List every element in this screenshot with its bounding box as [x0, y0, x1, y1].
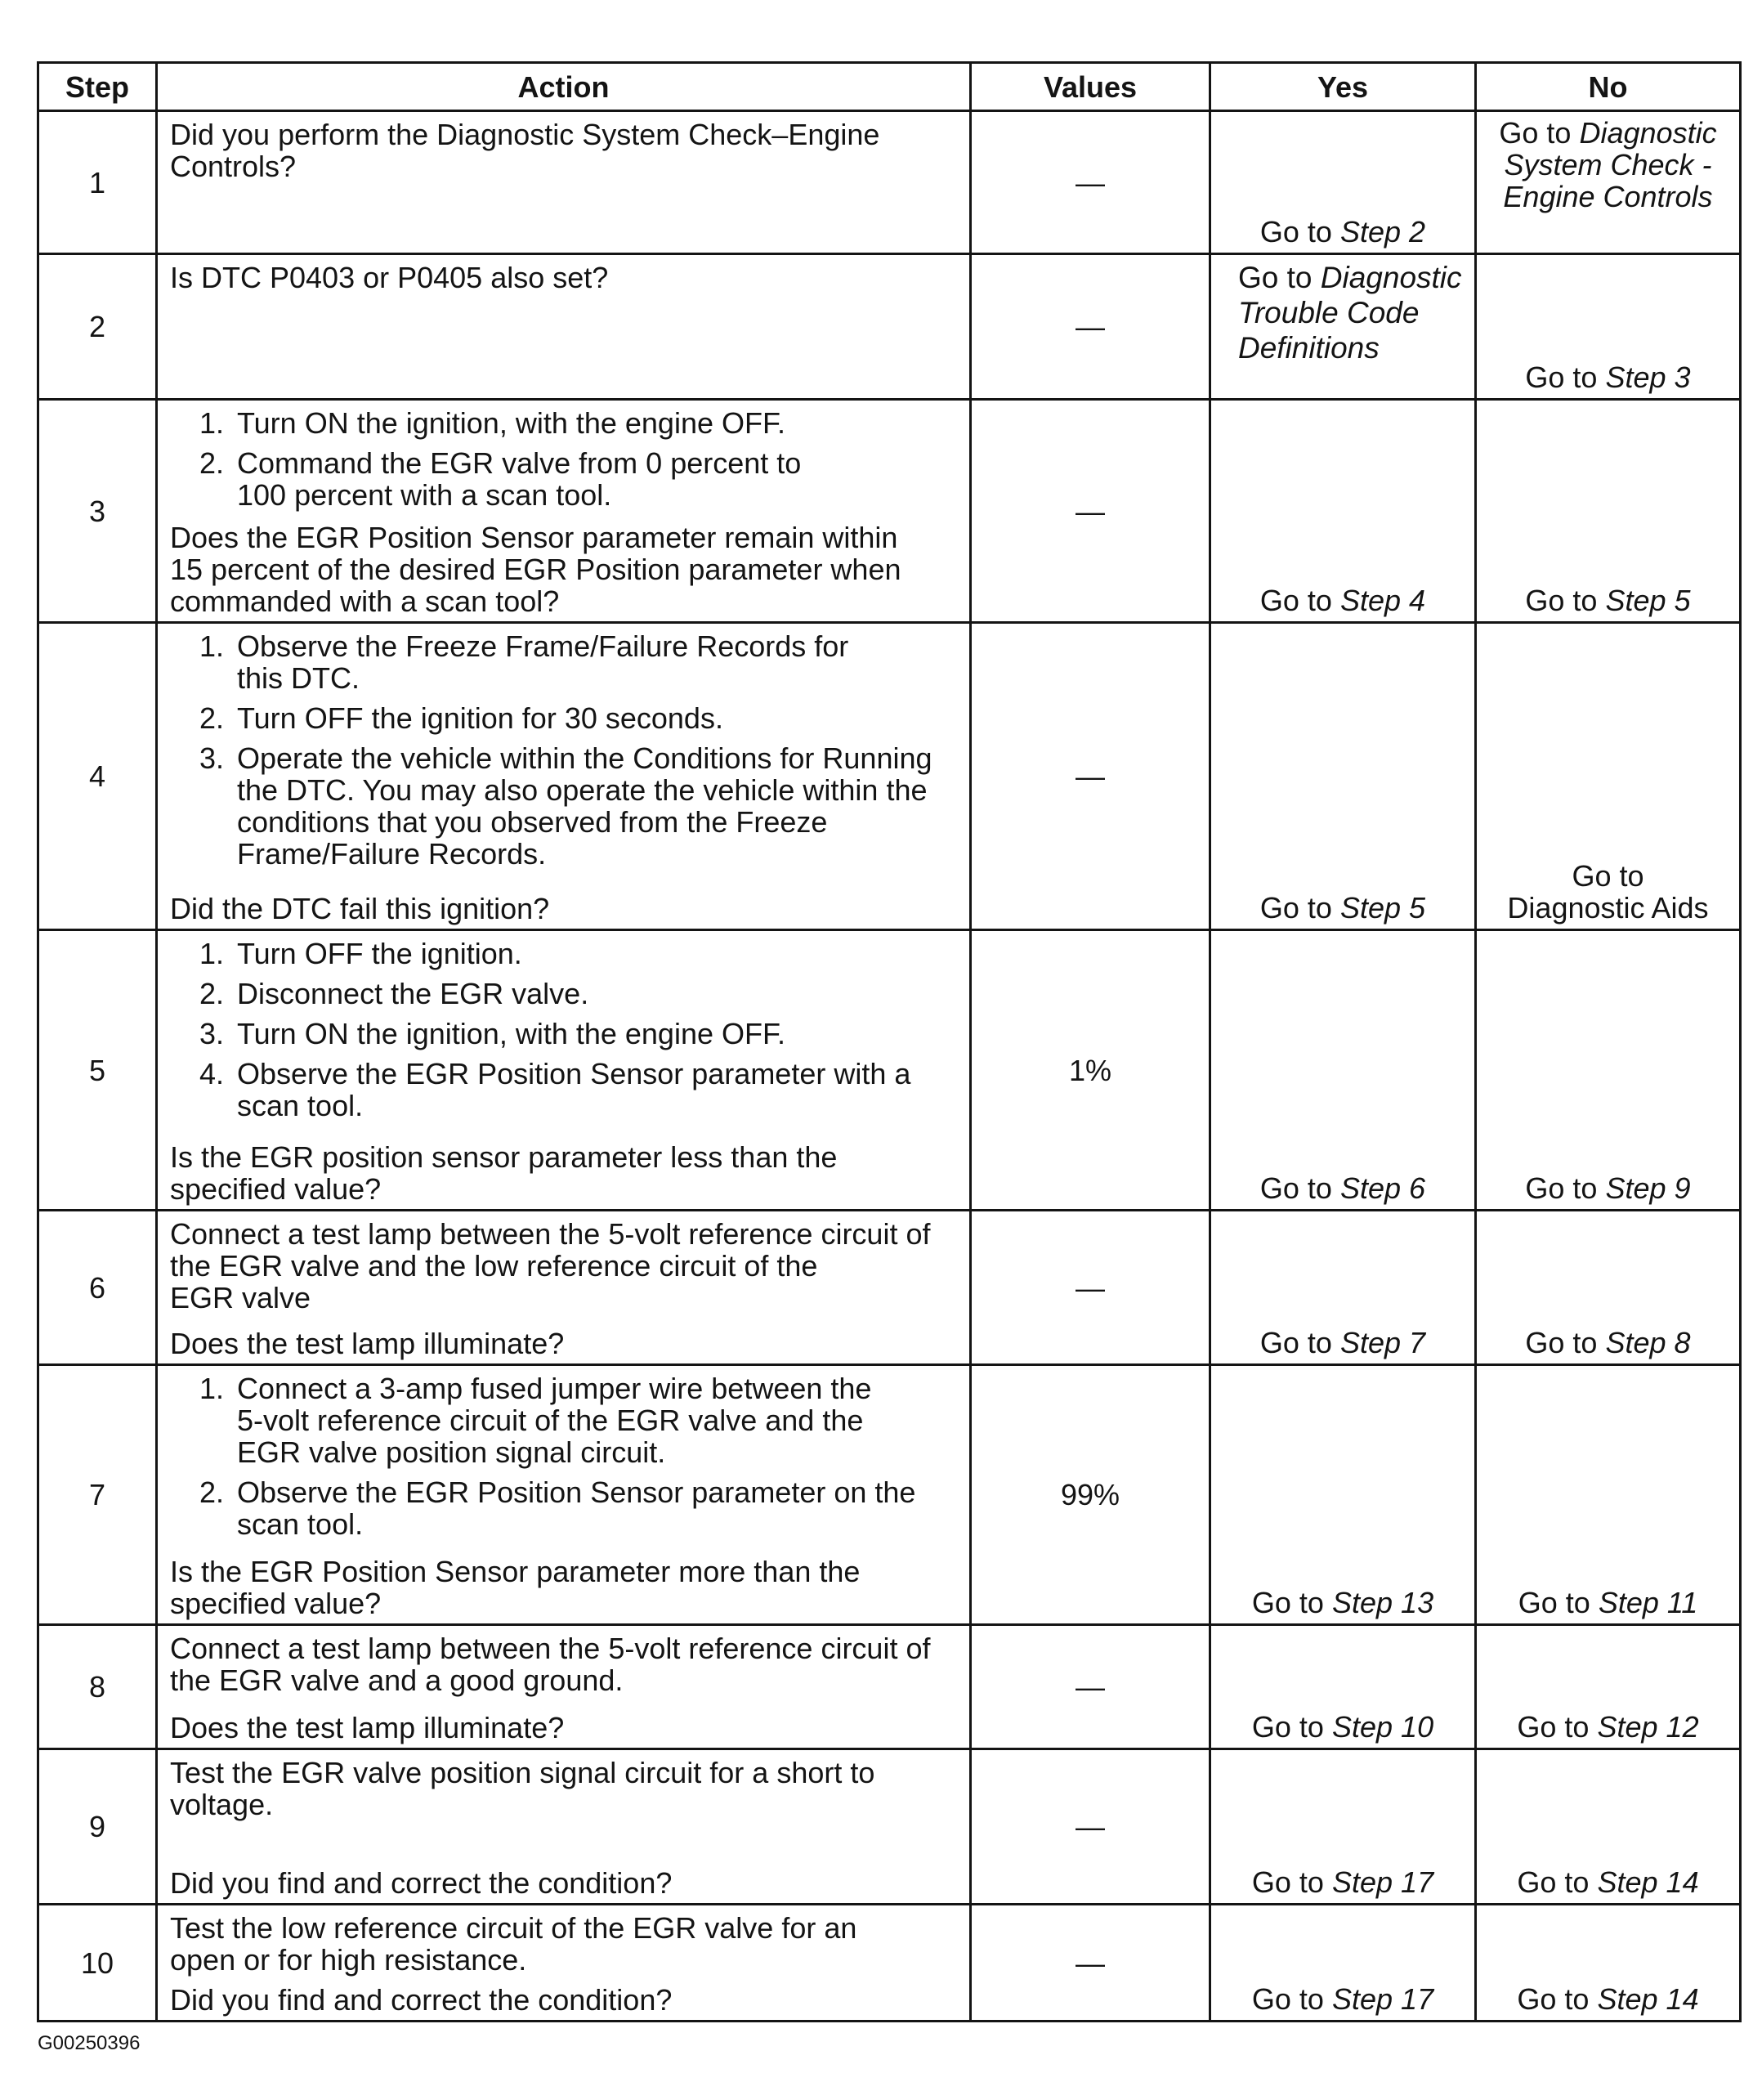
values-cell: [972, 624, 1211, 931]
step-cell: [39, 112, 158, 255]
action-question: Does the EGR Position Sensor parameter remain within 15 percent of the desired EGR Position parameter when commanded with a scan tool?: [170, 521, 901, 618]
values-cell: [972, 1366, 1211, 1626]
value-text: —: [1076, 1810, 1105, 1843]
action-cell: [158, 1750, 972, 1905]
no-cell: [1477, 1211, 1742, 1366]
action-cell: [158, 624, 972, 931]
item-number: 1.: [199, 1372, 225, 1405]
list-item: [199, 1372, 964, 1468]
go-to-label: Go to: [1517, 1710, 1590, 1744]
no-result: [1525, 1172, 1690, 1204]
value-text: —: [1076, 1270, 1105, 1305]
yes-result: [1260, 1172, 1425, 1204]
no-result: [1517, 1866, 1698, 1898]
yes-result: [1252, 1866, 1433, 1898]
item-text: Turn ON the ignition, with the engine OFF.: [237, 406, 785, 440]
go-to-target: Step 7: [1339, 1326, 1426, 1359]
go-to-label: Go to: [1238, 261, 1313, 294]
step-cell: [39, 624, 158, 931]
item-number: 1.: [199, 629, 225, 663]
go-to-target: Diagnostic System Check - Engine Controls: [1503, 116, 1717, 213]
go-to-label: Go to: [1499, 116, 1572, 150]
step-cell: [39, 1626, 158, 1750]
diagnostic-table: [37, 61, 1742, 2022]
list-item: [199, 1476, 964, 1540]
yes-cell: [1211, 624, 1477, 931]
go-to-label: Go to: [1259, 584, 1332, 617]
no-cell: [1477, 112, 1742, 255]
value-text: —: [1076, 494, 1105, 528]
yes-cell: [1211, 1366, 1477, 1626]
item-number: 2.: [199, 701, 225, 735]
item-text: Turn ON the ignition, with the engine OFF.: [237, 1017, 785, 1050]
go-to-target: Step 17: [1331, 1982, 1434, 2016]
action-question: Did the DTC fail this ignition?: [170, 892, 550, 925]
header-action-label: Action: [517, 69, 610, 104]
item-text: Connect a 3-amp fused jumper wire between the 5-volt reference circuit of the EGR valve and the EGR valve position signal circuit.: [237, 1372, 872, 1469]
no-cell: [1477, 624, 1742, 931]
action-cell: [158, 1905, 972, 2022]
go-to-label: Go to: [1251, 1710, 1324, 1744]
yes-cell: [1211, 1750, 1477, 1905]
action-cell: [158, 401, 972, 624]
step-number: 9: [88, 1810, 106, 1843]
action-text: Test the EGR valve position signal circuit for a short to voltage.: [170, 1756, 875, 1821]
go-to-target: Step 11: [1598, 1586, 1698, 1619]
yes-result: [1252, 1587, 1433, 1619]
list-item: [199, 407, 964, 439]
step-cell: [39, 1750, 158, 1905]
no-result: [1507, 860, 1708, 924]
go-to-label: Go to: [1525, 1171, 1598, 1205]
action-cell: [158, 255, 972, 401]
no-cell: [1477, 931, 1742, 1211]
step-number: 6: [88, 1270, 106, 1305]
step-number: 1: [88, 165, 106, 199]
no-cell: [1477, 401, 1742, 624]
list-item: [199, 1058, 964, 1122]
item-text: Turn OFF the ignition.: [237, 937, 522, 970]
item-number: 3.: [199, 1017, 225, 1050]
header-no: [1477, 64, 1742, 112]
step-cell: [39, 1366, 158, 1626]
step-number: 3: [88, 494, 106, 528]
yes-result: [1252, 1983, 1433, 2015]
step-number: 2: [88, 310, 106, 343]
step-number: 10: [80, 1946, 114, 1980]
yes-result: [1238, 260, 1462, 365]
header-yes-label: Yes: [1317, 69, 1369, 104]
item-number: 1.: [199, 406, 225, 440]
step-cell: [39, 401, 158, 624]
action-steps-list: [170, 938, 964, 1122]
action-question: Does the test lamp illuminate?: [170, 1327, 565, 1360]
item-text: Observe the Freeze Frame/Failure Records for this DTC.: [237, 629, 849, 695]
yes-cell: [1211, 255, 1477, 401]
item-text: Operate the vehicle within the Conditions for Running the DTC. You may also operate the vehicle within the conditions that you observed from the Freeze Frame/Failure Records.: [237, 741, 932, 871]
step-cell: [39, 255, 158, 401]
action-text: Connect a test lamp between the 5-volt reference circuit of the EGR valve and the low reference circuit of the EGR valve: [170, 1217, 931, 1314]
list-item: [199, 702, 964, 734]
yes-cell: [1211, 1211, 1477, 1366]
go-to-target: Step 5: [1605, 584, 1691, 617]
yes-cell: [1211, 931, 1477, 1211]
action-steps-list: [170, 407, 964, 511]
item-number: 2.: [199, 1475, 225, 1509]
go-to-target: Step 6: [1339, 1171, 1426, 1205]
go-to-target: Step 12: [1597, 1710, 1699, 1744]
no-result: [1518, 1587, 1698, 1619]
yes-cell: [1211, 112, 1477, 255]
no-result: [1525, 361, 1690, 393]
action-steps-list: [170, 1372, 964, 1540]
go-to-label: Go to: [1525, 360, 1598, 394]
value-text: —: [1076, 759, 1105, 793]
item-number: 3.: [199, 741, 225, 775]
no-cell: [1477, 1905, 1742, 2022]
step-number: 7: [88, 1478, 106, 1511]
item-number: 2.: [199, 977, 225, 1010]
go-to-label: Go to: [1525, 1326, 1598, 1359]
yes-cell: [1211, 401, 1477, 624]
go-to-label: Go to: [1251, 1865, 1324, 1899]
go-to-label: Go to: [1525, 584, 1598, 617]
yes-result: [1260, 892, 1425, 924]
value-text: —: [1076, 1670, 1105, 1704]
go-to-target: Step 3: [1605, 360, 1691, 394]
values-cell: [972, 401, 1211, 624]
go-to-label: Go to: [1259, 1326, 1332, 1359]
list-item: [199, 630, 964, 694]
item-text: Observe the EGR Position Sensor parameter on the scan tool.: [237, 1475, 916, 1541]
values-cell: [972, 1626, 1211, 1750]
go-to-target: Step 14: [1597, 1865, 1699, 1899]
action-question: Is the EGR position sensor parameter less than the specified value?: [170, 1140, 838, 1206]
step-cell: [39, 1905, 158, 2022]
list-item: [199, 742, 964, 870]
go-to-target: Diagnostic Aids: [1507, 891, 1709, 925]
go-to-target: Step 4: [1339, 584, 1426, 617]
go-to-target: Step 5: [1339, 891, 1426, 925]
list-item: [199, 978, 964, 1010]
action-text: Is DTC P0403 or P0405 also set?: [170, 261, 609, 294]
figure-code: G00250396: [38, 2032, 141, 2054]
values-cell: [972, 1211, 1211, 1366]
header-step: [39, 64, 158, 112]
item-number: 1.: [199, 937, 225, 970]
action-cell: [158, 1211, 972, 1366]
item-number: 4.: [199, 1057, 225, 1090]
step-number: 4: [88, 759, 106, 793]
values-cell: [972, 255, 1211, 401]
go-to-target: Step 8: [1605, 1326, 1691, 1359]
go-to-label: Go to: [1259, 891, 1332, 925]
action-text: Did you perform the Diagnostic System Check–Engine Controls?: [170, 118, 880, 183]
no-cell: [1477, 1366, 1742, 1626]
list-item: [199, 1018, 964, 1050]
action-question: Is the EGR Position Sensor parameter more than the specified value?: [170, 1555, 861, 1620]
item-text: Command the EGR valve from 0 percent to 100 percent with a scan tool.: [237, 446, 802, 512]
go-to-label: Go to: [1517, 1982, 1590, 2016]
go-to-target: Step 2: [1339, 215, 1426, 249]
go-to-label: Go to: [1259, 1171, 1332, 1205]
go-to-label: Go to: [1251, 1982, 1324, 2016]
header-action: [158, 64, 972, 112]
yes-result: [1252, 1711, 1433, 1743]
header-yes: [1211, 64, 1477, 112]
action-cell: [158, 1366, 972, 1626]
values-cell: [972, 112, 1211, 255]
no-cell: [1477, 255, 1742, 401]
no-result: [1517, 1711, 1698, 1743]
yes-cell: [1211, 1626, 1477, 1750]
go-to-target: Step 14: [1597, 1982, 1699, 2016]
header-values: [972, 64, 1211, 112]
no-result: [1525, 1327, 1690, 1359]
step-cell: [39, 1211, 158, 1366]
item-text: Disconnect the EGR valve.: [237, 977, 589, 1010]
step-number: 5: [88, 1053, 106, 1087]
go-to-label: Go to: [1517, 1865, 1590, 1899]
go-to-target: Step 17: [1331, 1865, 1434, 1899]
list-item: [199, 447, 964, 511]
step-cell: [39, 931, 158, 1211]
no-cell: [1477, 1626, 1742, 1750]
go-to-label: Go to: [1259, 215, 1332, 249]
header-values-label: Values: [1043, 69, 1138, 104]
action-question: Did you find and correct the condition?: [170, 1983, 673, 2017]
no-result: [1525, 584, 1690, 616]
header-step-label: Step: [65, 69, 129, 104]
action-steps-list: [170, 630, 964, 870]
go-to-target: Diagnostic Trouble Code Definitions: [1238, 261, 1462, 365]
item-number: 2.: [199, 446, 225, 480]
item-text: Observe the EGR Position Sensor parameter with a scan tool.: [237, 1057, 911, 1122]
value-text: 99%: [1060, 1478, 1120, 1511]
yes-result: [1260, 584, 1425, 616]
go-to-label: Go to: [1518, 1586, 1590, 1619]
header-no-label: No: [1588, 69, 1628, 104]
go-to-label: Go to: [1251, 1586, 1324, 1619]
value-text: —: [1076, 1946, 1105, 1980]
go-to-target: Step 9: [1605, 1171, 1691, 1205]
go-to-target: Step 10: [1331, 1710, 1434, 1744]
yes-cell: [1211, 1905, 1477, 2022]
values-cell: [972, 1905, 1211, 2022]
action-cell: [158, 112, 972, 255]
action-question: Does the test lamp illuminate?: [170, 1711, 565, 1744]
yes-result: [1260, 1327, 1425, 1359]
step-number: 8: [88, 1670, 106, 1704]
list-item: [199, 938, 964, 969]
value-text: —: [1076, 310, 1105, 343]
action-text: Test the low reference circuit of the EGR valve for an open or for high resistance.: [170, 1911, 857, 1977]
value-text: —: [1076, 165, 1105, 199]
go-to-label: Go to: [1572, 859, 1644, 893]
no-result: [1517, 1983, 1698, 2015]
action-cell: [158, 931, 972, 1211]
action-text: Connect a test lamp between the 5-volt reference circuit of the EGR valve and a good ground.: [170, 1632, 931, 1697]
value-text: 1%: [1068, 1053, 1112, 1087]
item-text: Turn OFF the ignition for 30 seconds.: [237, 701, 723, 735]
values-cell: [972, 1750, 1211, 1905]
no-cell: [1477, 1750, 1742, 1905]
values-cell: [972, 931, 1211, 1211]
yes-result: [1260, 216, 1425, 248]
action-cell: [158, 1626, 972, 1750]
no-result: [1499, 117, 1716, 213]
action-question: Did you find and correct the condition?: [170, 1866, 673, 1900]
go-to-target: Step 13: [1331, 1586, 1434, 1619]
